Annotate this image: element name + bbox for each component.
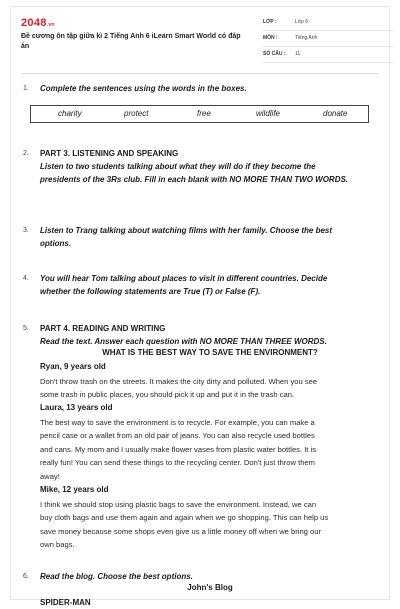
meta-value: Tiếng Anh xyxy=(295,35,318,41)
paragraph-line: save money because some shops even give us a little money off when we bring our xyxy=(40,526,321,536)
question-number: 1. xyxy=(23,85,29,92)
document-title: Đề cương ôn tập giữa kì 2 Tiếng Anh 6 iLearn Smart World có đáp án xyxy=(21,33,241,50)
blog-title: John's Blog xyxy=(187,583,233,592)
question-3-line: Listen to Trang talking about watching films with her family. Choose the best xyxy=(40,226,333,235)
word-item: wildlife xyxy=(256,109,281,118)
person-name: Mike, 12 years old xyxy=(40,485,109,494)
document-header xyxy=(21,15,386,71)
paragraph-line: away! xyxy=(40,471,60,481)
meta-row-class xyxy=(263,15,393,31)
word-box xyxy=(30,105,369,123)
paragraph-line: really fun! You can send these things to the recycling center. Don't just throw them xyxy=(40,458,315,468)
meta-value: 11 xyxy=(295,51,301,57)
question-number: 2. xyxy=(23,150,29,157)
person-paragraph xyxy=(40,416,380,483)
site-logo[interactable] xyxy=(21,17,55,29)
person-paragraph xyxy=(40,498,380,552)
logo-suffix: .vn xyxy=(46,22,55,28)
question-2-line: Listen to two students talking about what they will do if they become the xyxy=(40,162,316,171)
word-item: free xyxy=(197,109,211,118)
paragraph-line: pencil case or a wallet from an old pair of jeans. You can also recycle used bottles xyxy=(40,431,315,441)
paragraph-line: own bags. xyxy=(40,540,75,550)
question-number: 4. xyxy=(23,275,29,282)
word-item: protect xyxy=(124,109,149,118)
reading-title: WHAT IS THE BEST WAY TO SAVE THE ENVIRONMENT? xyxy=(102,348,318,357)
person-paragraph xyxy=(40,375,380,402)
question-3-line: options. xyxy=(40,239,72,248)
person-name: Ryan, 9 years old xyxy=(40,362,106,371)
part-heading: PART 4. READING AND WRITING xyxy=(40,324,166,333)
meta-key: MÔN : xyxy=(263,35,278,41)
header-divider xyxy=(21,73,379,74)
meta-key: SỐ CÂU : xyxy=(263,51,286,57)
paragraph-line: The best way to save the environment is to recycle. For example, you can make a xyxy=(40,418,315,427)
blog-cut-heading: SPIDER-MAN xyxy=(40,598,91,607)
question-number: 3. xyxy=(23,227,29,234)
paragraph-line: Don't throw trash on the streets. It makes the city dirty and polluted. When you see xyxy=(40,377,318,386)
question-6-instruction: Read the blog. Choose the best options. xyxy=(40,572,193,581)
part-heading: PART 3. LISTENING AND SPEAKING xyxy=(40,149,179,158)
paragraph-line: and cans. My mom and I usually make flower vases from plastic water bottles. It is xyxy=(40,444,317,454)
meta-row-subject xyxy=(263,31,393,47)
paragraph-line: buy cloth bags and use them again and again when we go shopping. This can help us xyxy=(40,513,329,523)
document-page xyxy=(10,6,390,607)
meta-row-count xyxy=(263,47,393,63)
question-number: 5. xyxy=(23,325,29,332)
question-4-line: You will hear Tom talking about places to visit in different countries. Decide xyxy=(40,274,328,283)
meta-value: Lớp 6 xyxy=(295,19,309,25)
question-4-line: whether the following statements are True (T) or False (F). xyxy=(40,287,261,296)
meta-key: LỚP : xyxy=(263,19,277,25)
paragraph-line: some trash in public places, you should pick it up and put it in the trash can. xyxy=(40,390,295,400)
question-2-line: presidents of the 3Rs club. Fill in each blank with NO MORE THAN TWO WORDS. xyxy=(40,175,349,184)
question-number: 6. xyxy=(23,573,29,580)
paragraph-line: I think we should stop using plastic bags to save the environment. Instead, we can xyxy=(40,500,317,509)
meta-table xyxy=(263,15,393,63)
logo-main: 2048 xyxy=(21,17,47,29)
question-5-instruction: Read the text. Answer each question with NO MORE THAN THREE WORDS. xyxy=(40,337,327,346)
person-name: Laura, 13 years old xyxy=(40,403,113,412)
word-item: donate xyxy=(323,109,348,118)
question-1-instruction: Complete the sentences using the words in the boxes. xyxy=(40,84,247,93)
word-item: charity xyxy=(58,109,82,118)
